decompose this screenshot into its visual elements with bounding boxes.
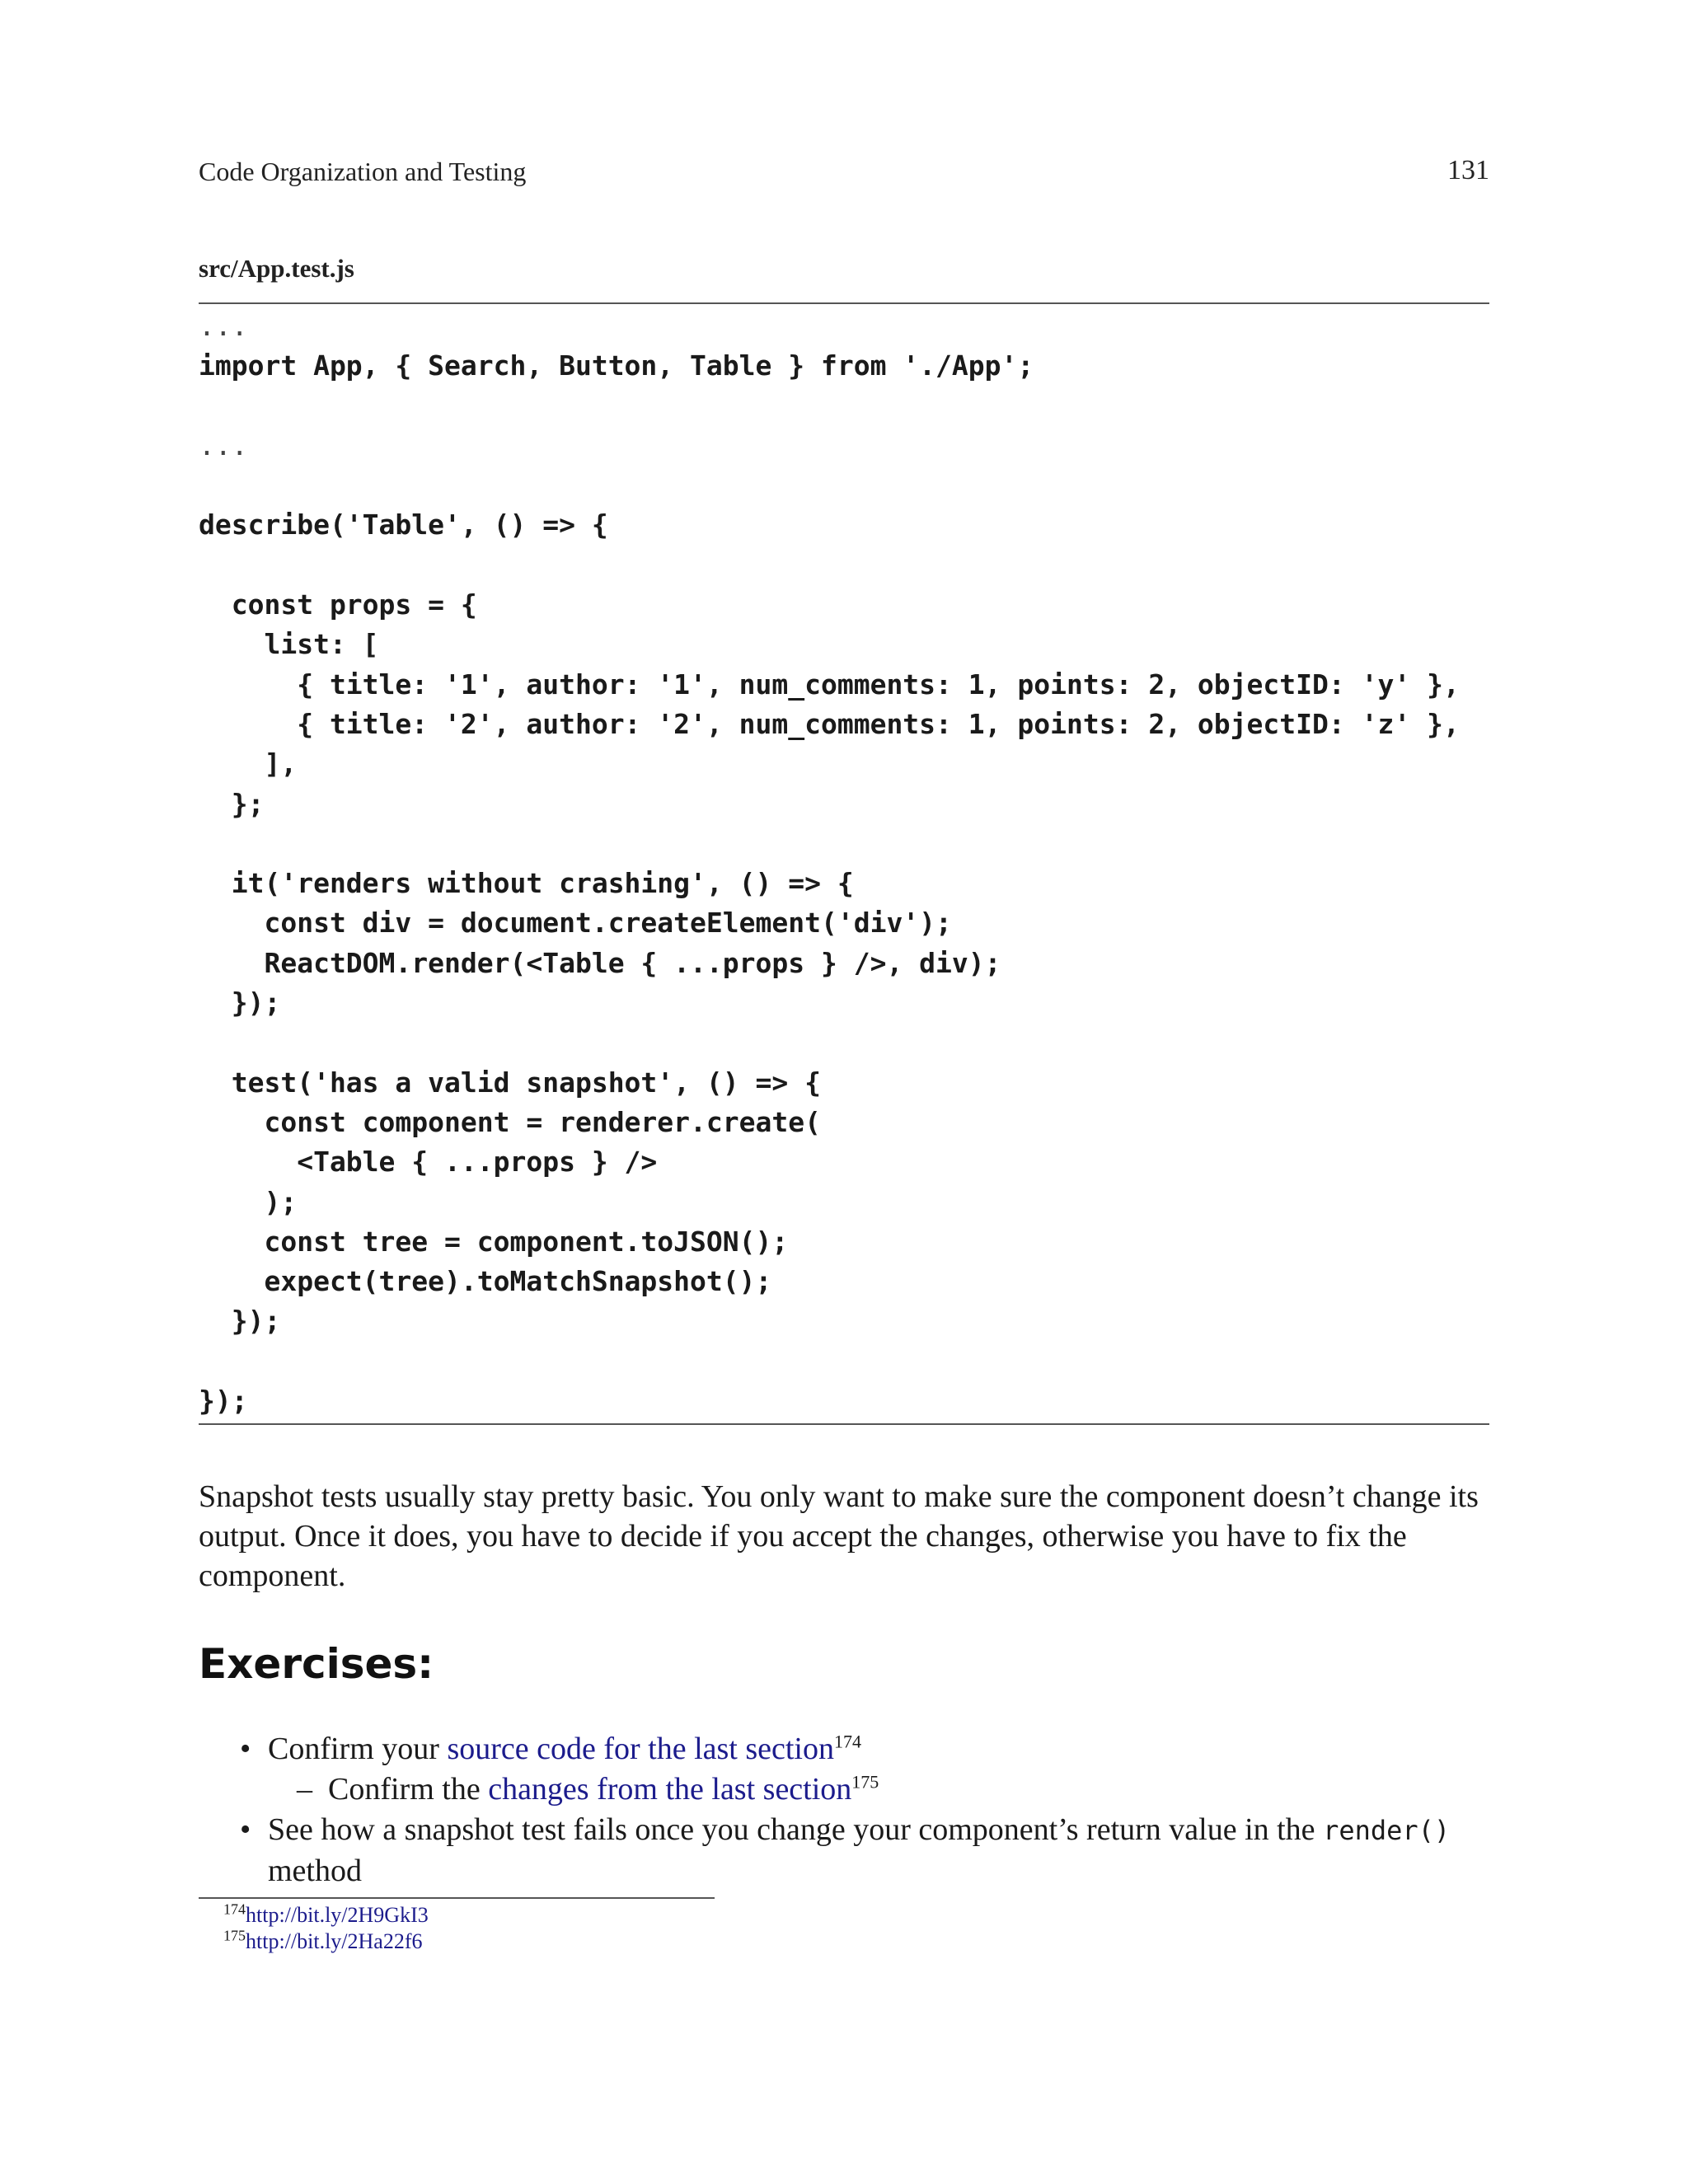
footnote-ref[interactable]: 174 [833, 1731, 861, 1752]
code-listing [199, 307, 1460, 1421]
code-listing-caption: src/App.test.js [199, 254, 354, 283]
footnote-number: 174 [223, 1900, 246, 1918]
page-number: 131 [1447, 155, 1489, 185]
dash-icon: – [297, 1772, 312, 1807]
code-line: { title: '2', author: '2', num_comments: 1, points: 2, objectID: 'z' }, [199, 707, 1460, 740]
footnote-link[interactable]: http://bit.ly/2Ha22f6 [246, 1929, 423, 1953]
code-line: it('renders without crashing', () => { [199, 867, 854, 900]
exercise-subitem [199, 1769, 1489, 1810]
changes-link[interactable]: changes from the last section [488, 1772, 852, 1807]
code-line [199, 466, 1460, 505]
code-line [199, 1342, 1460, 1381]
exercises-heading: Exercises: [199, 1640, 434, 1688]
bullet-icon: • [240, 1732, 251, 1766]
code-line: <Table { ...props } /> [199, 1146, 658, 1179]
exercise-text: See how a snapshot test fails once you change your component’s return value in the [268, 1812, 1324, 1847]
footnotes [223, 1902, 429, 1955]
code-top-rule [199, 302, 1489, 304]
code-line: }); [199, 1385, 248, 1418]
code-line: const div = document.createElement('div'); [199, 907, 952, 940]
code-line: list: [ [199, 628, 379, 661]
exercise-text: Confirm the [328, 1772, 489, 1807]
code-line [199, 1023, 1460, 1062]
source-code-link[interactable]: source code for the last section [447, 1732, 834, 1766]
code-line [199, 387, 1460, 426]
exercise-list [199, 1729, 1489, 1891]
code-line: { title: '1', author: '1', num_comments: 1, points: 2, objectID: 'y' }, [199, 668, 1460, 701]
code-line [199, 824, 1460, 864]
footnote-item [223, 1902, 429, 1929]
code-line: const component = renderer.create( [199, 1105, 821, 1138]
code-line: }); [199, 987, 281, 1019]
footnote-item [223, 1929, 429, 1955]
exercise-text: Confirm your [268, 1732, 448, 1766]
running-header-title: Code Organization and Testing [199, 157, 527, 186]
code-line: ... [199, 429, 248, 462]
code-line: }); [199, 1305, 281, 1338]
footnote-ref[interactable]: 175 [851, 1771, 879, 1793]
code-line: }; [199, 787, 265, 820]
bullet-icon: • [240, 1812, 251, 1847]
exercise-item [199, 1810, 1489, 1891]
footnote-link[interactable]: http://bit.ly/2H9GkI3 [246, 1903, 429, 1927]
code-line: ); [199, 1185, 298, 1218]
exercise-item [199, 1729, 1489, 1769]
inline-code: render() [1323, 1815, 1451, 1846]
code-bottom-rule [199, 1423, 1489, 1425]
code-line: ... [199, 310, 248, 342]
code-line: import App, { Search, Button, Table } from './App'; [199, 349, 1034, 382]
exercise-text: method [268, 1854, 362, 1888]
code-line: ], [199, 748, 298, 780]
footnote-rule [199, 1897, 715, 1899]
code-line: const tree = component.toJSON(); [199, 1225, 789, 1258]
footnote-number: 175 [223, 1927, 246, 1944]
code-line: expect(tree).toMatchSnapshot(); [199, 1265, 772, 1298]
code-line: ReactDOM.render(<Table { ...props } />, div); [199, 946, 1001, 979]
code-line: describe('Table', () => { [199, 509, 608, 541]
code-line: test('has a valid snapshot', () => { [199, 1066, 821, 1099]
code-line: const props = { [199, 588, 477, 621]
body-paragraph: Snapshot tests usually stay pretty basic. You only want to make sure the component doesn’t change its output. Once it does, you have to decide if you accept the changes, otherwise you have to fix the component. [199, 1479, 1479, 1593]
code-line [199, 546, 1460, 585]
